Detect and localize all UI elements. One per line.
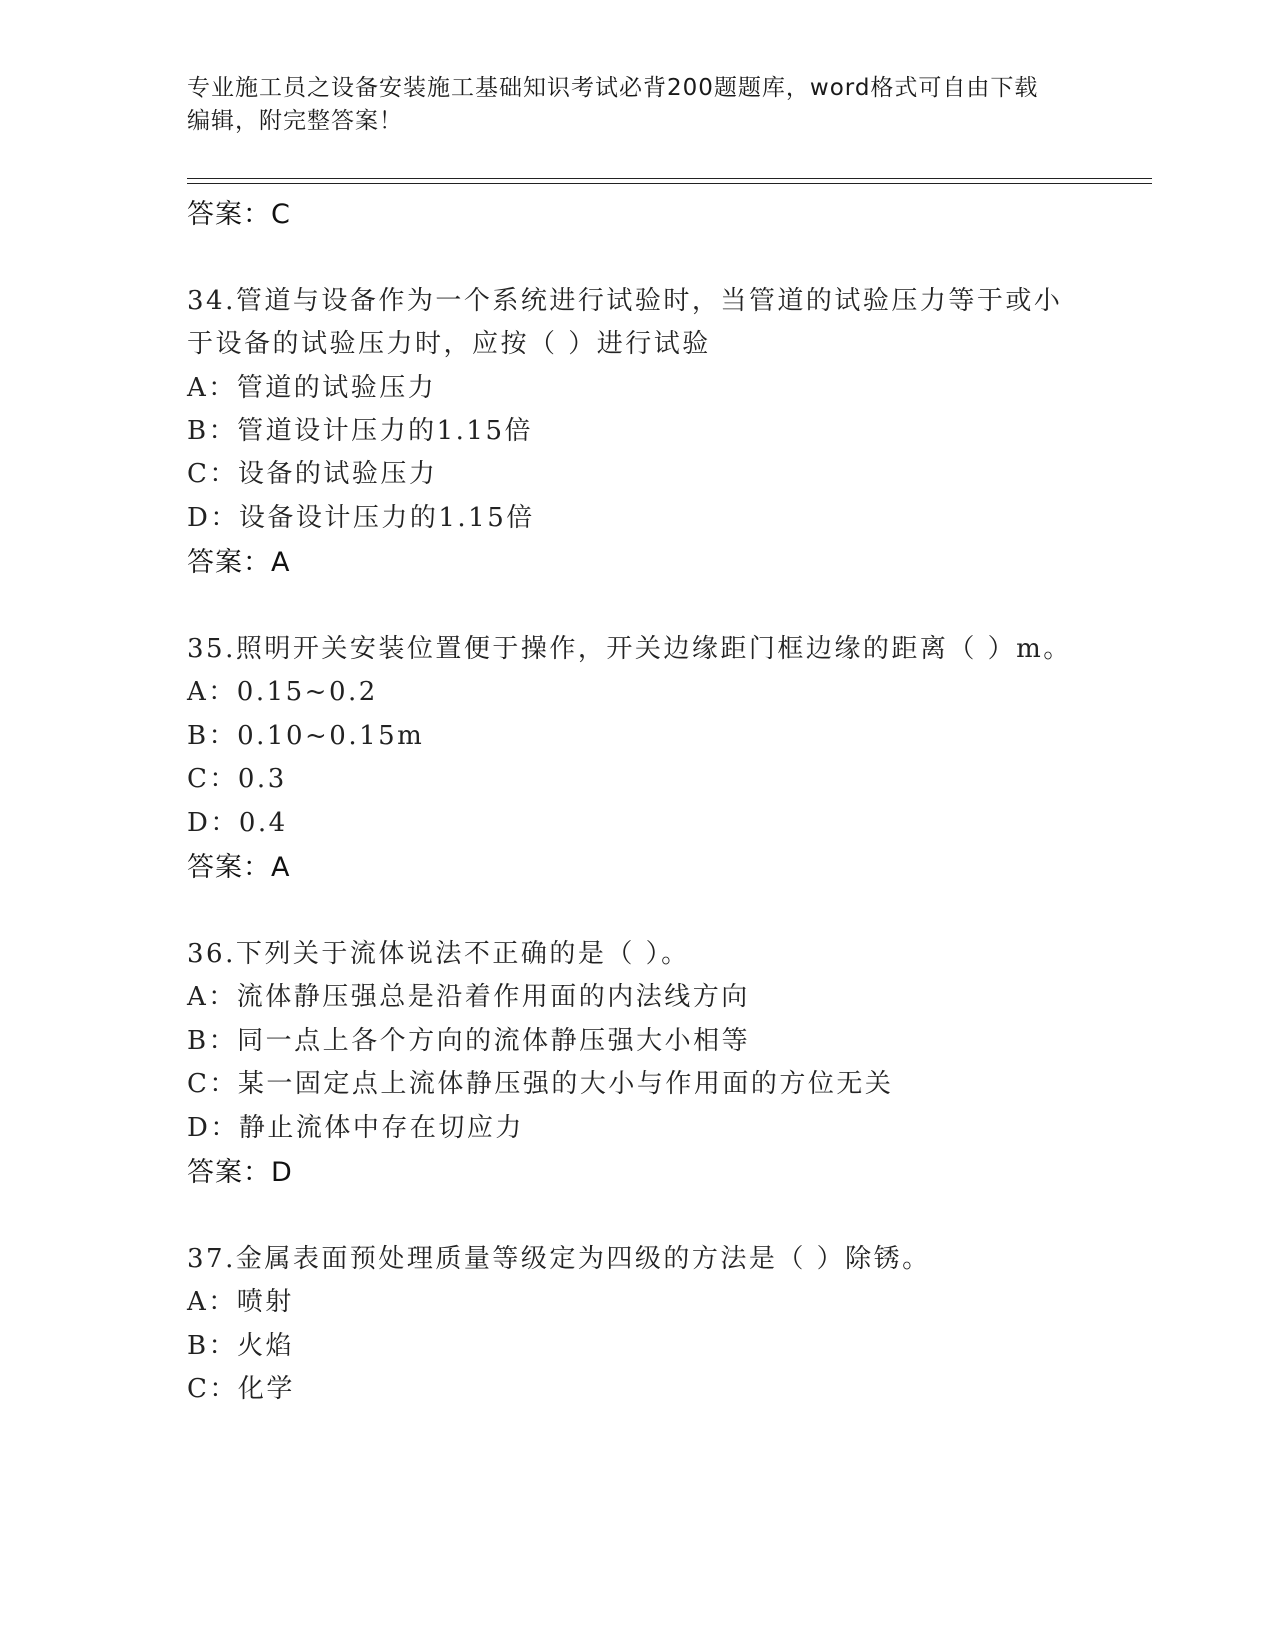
question-35-option-c: C：0.3: [187, 764, 287, 794]
question-37-stem: 37.金属表面预处理质量等级定为四级的方法是（ ）除锈。: [187, 1244, 931, 1274]
header-divider-bottom: [187, 183, 1152, 184]
question-34-option-b: B：管道设计压力的1.15倍: [187, 416, 533, 446]
question-37-option-b: B：火焰: [187, 1331, 295, 1361]
question-37-option-a: A：喷射: [187, 1287, 294, 1317]
question-36-option-c: C：某一固定点上流体静压强的大小与作用面的方位无关: [187, 1069, 894, 1099]
question-35-option-a: A：0.15~0.2: [187, 677, 378, 707]
question-36-option-b: B：同一点上各个方向的流体静压强大小相等: [187, 1026, 751, 1056]
question-34-answer: 答案：A: [187, 547, 291, 578]
question-36-option-d: D：静止流体中存在切应力: [187, 1113, 524, 1143]
question-34-stem-line-2: 于设备的试验压力时，应按（ ）进行试验: [187, 329, 711, 359]
answer-33: 答案：C: [187, 199, 291, 230]
header-divider-top: [187, 178, 1152, 179]
question-34-option-d: D：设备设计压力的1.15倍: [187, 503, 535, 533]
question-35-answer: 答案：A: [187, 852, 291, 883]
question-35-stem: 35.照明开关安装位置便于操作，开关边缘距门框边缘的距离（ ）m。: [187, 634, 1072, 664]
header-line-2: 编辑，附完整答案！: [187, 108, 403, 134]
question-35-option-d: D：0.4: [187, 808, 288, 838]
header-line-1: 专业施工员之设备安装施工基础知识考试必背200题题库，word格式可自由下载: [187, 75, 1039, 101]
question-37-option-c: C：化学: [187, 1374, 295, 1404]
question-36-stem: 36.下列关于流体说法不正确的是（ ）。: [187, 939, 690, 969]
document-header: [187, 72, 1077, 138]
question-36-answer: 答案：D: [187, 1157, 293, 1188]
question-36-option-a: A：流体静压强总是沿着作用面的内法线方向: [187, 982, 750, 1012]
question-34-option-a: A：管道的试验压力: [187, 373, 437, 403]
question-34-option-c: C：设备的试验压力: [187, 459, 438, 489]
question-34-stem-line-1: 34.管道与设备作为一个系统进行试验时，当管道的试验压力等于或小: [187, 286, 1063, 316]
question-35-option-b: B：0.10~0.15m: [187, 721, 425, 751]
